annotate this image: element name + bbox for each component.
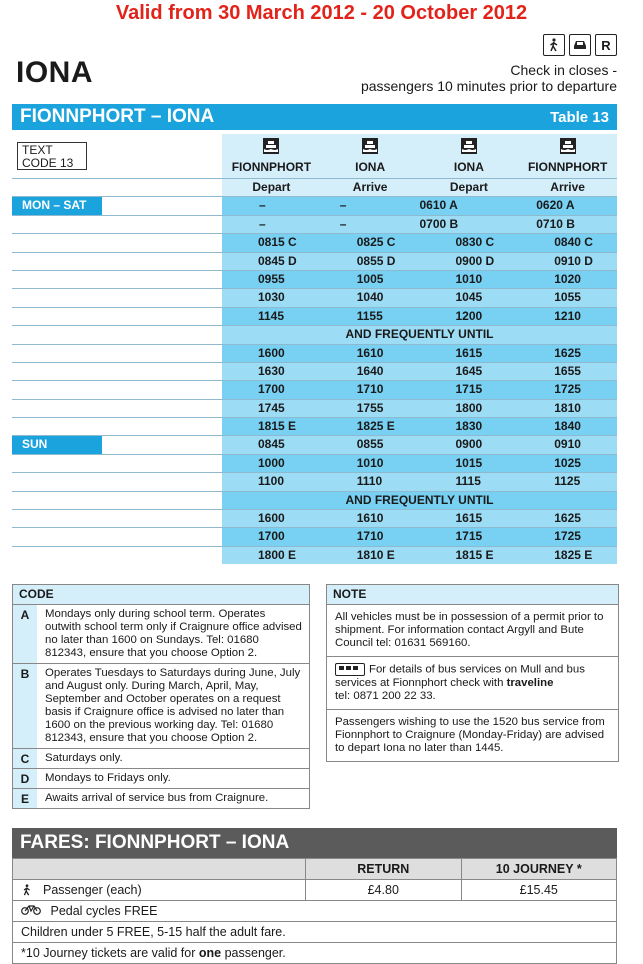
- time-cell: 1840: [554, 419, 581, 434]
- time-cell: 0855 D: [356, 253, 396, 268]
- time-cell: 0825 C: [356, 235, 396, 250]
- time-cell: 1700: [258, 382, 285, 397]
- bicycle-icon: [21, 905, 41, 915]
- table-row: [12, 307, 617, 325]
- time-cell: 0815 C: [258, 235, 297, 250]
- depart-arrive-label: Arrive: [352, 180, 388, 194]
- time-cell: 0910 D: [554, 253, 593, 268]
- time-cell: 1755: [356, 400, 384, 415]
- service-icons: [543, 34, 617, 56]
- port-header: [222, 134, 321, 178]
- time-cell: 1810: [554, 400, 581, 415]
- time-cell: 1025: [554, 455, 581, 470]
- table-row: [12, 509, 617, 527]
- time-cell: 1210: [554, 308, 581, 323]
- time-cell: 1810 E: [356, 547, 395, 562]
- time-cell: 0845: [258, 437, 285, 452]
- bus-icon: [335, 663, 365, 676]
- time-cell: 1655: [554, 363, 581, 378]
- fare-children: Children under 5 FREE, 5-15 half the adult fare.: [13, 921, 616, 942]
- time-cell: 1615: [455, 511, 483, 526]
- table-row: [12, 491, 617, 509]
- table-row: [12, 196, 617, 214]
- code-text: Operates Tuesdays to Saturdays during June, July and August only. During March, April, May, September and October operates on a request basis if Craignure office is advised no later than 1600 on the previous working day. Tel: 01680 812343, ensure that you choose Option 2.: [45, 667, 301, 744]
- time-cell: 1825 E: [356, 419, 395, 434]
- table-row: [12, 252, 617, 270]
- table-row: [12, 233, 617, 251]
- table-row: [12, 325, 617, 343]
- time-cell: 1625: [554, 511, 581, 526]
- port-header: [321, 134, 420, 178]
- journey-note-a: *10 Journey tickets are valid for: [21, 946, 199, 960]
- time-cell: 1725: [554, 382, 581, 397]
- day-label: MON – SAT: [12, 197, 102, 215]
- note-box: [326, 584, 619, 762]
- time-cell: 0855: [356, 437, 384, 452]
- time-cell: 1040: [356, 290, 384, 305]
- table-row: [12, 270, 617, 288]
- time-cell: –: [259, 216, 266, 231]
- route-title: FIONNPHORT – IONA: [20, 106, 215, 127]
- port-headers: [222, 134, 617, 178]
- note-1520-bus: Passengers wishing to use the 1520 bus service from Fionnphort to Craignure (Monday-Friday) are advised to depart Iona no later than 1445.: [327, 709, 618, 761]
- port-header: [420, 134, 519, 178]
- time-cell: 1800: [455, 400, 483, 415]
- depart-arrive-label: Depart: [449, 180, 488, 194]
- fare-passenger-row: [13, 879, 616, 900]
- code-key: C: [13, 749, 37, 768]
- ferry-icon: [362, 138, 378, 154]
- text-code-line1: TEXT: [22, 143, 53, 157]
- frequently-note: AND FREQUENTLY UNTIL: [345, 492, 494, 507]
- table-row: [12, 454, 617, 472]
- fares-title: FARES: FIONNPHORT – IONA: [12, 828, 617, 858]
- time-cell: 1045: [455, 290, 483, 305]
- day-label: SUN: [12, 436, 102, 454]
- code-key: E: [13, 789, 37, 808]
- note-bus: [327, 656, 618, 709]
- table-row: [12, 527, 617, 545]
- code-key: D: [13, 769, 37, 788]
- checkin-note: [361, 62, 617, 94]
- time-cell: 0910: [554, 437, 581, 452]
- time-cell: 1005: [356, 271, 384, 286]
- note-title: NOTE: [327, 585, 618, 604]
- port-name: IONA: [453, 160, 484, 174]
- table-row: [12, 435, 617, 453]
- time-cell: 1745: [258, 400, 285, 415]
- time-cell: 0610 A: [419, 198, 458, 213]
- time-cell: 1825 E: [554, 547, 593, 562]
- checkin-line2: passengers 10 minutes prior to departure: [360, 78, 617, 94]
- table-row: [12, 362, 617, 380]
- timetable-header: [12, 104, 617, 130]
- checkin-line1: Check in closes -: [510, 62, 617, 78]
- time-cell: 0710 B: [536, 216, 575, 231]
- code-legend: [12, 584, 310, 809]
- time-cell: 1800 E: [258, 547, 297, 562]
- time-cell: 1200: [455, 308, 483, 323]
- fare-cycles: [13, 900, 616, 921]
- port-name: IONA: [355, 160, 386, 174]
- time-cell: 1640: [356, 363, 384, 378]
- fare-col-return: RETURN: [306, 859, 462, 879]
- port-name: FIONNPHORT: [527, 160, 608, 174]
- cycles-text: Pedal cycles FREE: [50, 904, 158, 918]
- time-cell: 1630: [258, 363, 285, 378]
- time-cell: 1015: [455, 455, 483, 470]
- walker-icon: [21, 883, 33, 897]
- traveline-name: traveline: [506, 676, 554, 689]
- fares-header-row: [13, 858, 616, 879]
- table-row: [12, 399, 617, 417]
- note-permit: All vehicles must be in possession of a permit prior to shipment. For information contact Argyll and Bute Council tel: 01631 569160.: [327, 604, 618, 656]
- time-cell: 1030: [258, 290, 285, 305]
- table-row: [12, 380, 617, 398]
- time-cell: 1815 E: [258, 419, 297, 434]
- time-cell: 0845 D: [258, 253, 297, 268]
- time-cell: 1600: [258, 511, 285, 526]
- time-cell: 0900: [455, 437, 483, 452]
- journey-note-c: passenger.: [221, 946, 286, 960]
- code-item: [13, 768, 309, 788]
- time-cell: 1100: [258, 474, 285, 489]
- time-cell: 0830 C: [455, 235, 495, 250]
- time-cell: 1645: [455, 363, 483, 378]
- time-cell: 1155: [356, 308, 383, 323]
- table-row: [12, 472, 617, 490]
- time-cell: 1715: [455, 382, 483, 397]
- time-cell: 1125: [554, 474, 581, 489]
- code-text: Saturdays only.: [45, 752, 123, 764]
- time-cell: 0620 A: [536, 198, 575, 213]
- port-name: FIONNPHORT: [231, 160, 312, 174]
- time-cell: 1600: [258, 345, 285, 360]
- table-row: [12, 546, 617, 564]
- reservation-icon: R: [595, 34, 617, 56]
- table-row: [12, 417, 617, 435]
- ferry-icon: [461, 138, 477, 154]
- table-row: [12, 344, 617, 362]
- time-cell: 1055: [554, 290, 581, 305]
- time-cell: 1815 E: [455, 547, 494, 562]
- time-cell: 1625: [554, 345, 581, 360]
- time-cell: 1700: [258, 529, 285, 544]
- code-title: CODE: [13, 585, 309, 604]
- time-cell: 1110: [356, 474, 383, 489]
- time-cell: 0900 D: [455, 253, 495, 268]
- timetable-column-headers: [12, 134, 617, 178]
- time-cell: 0840 C: [554, 235, 593, 250]
- code-key: A: [13, 605, 37, 663]
- depart-arrive-label: Depart: [252, 180, 291, 194]
- note-bus-text: For details of bus services on Mull and bus services at Fionnphort check with: [335, 663, 585, 689]
- code-item: [13, 788, 309, 808]
- code-key: B: [13, 664, 37, 748]
- time-cell: 1010: [356, 455, 384, 470]
- code-text: Awaits arrival of service bus from Craignure.: [45, 792, 269, 804]
- time-cell: 1020: [554, 271, 581, 286]
- time-cell: 0700 B: [419, 216, 459, 231]
- time-cell: 1710: [356, 529, 384, 544]
- time-cell: 1715: [455, 529, 483, 544]
- table-number: Table 13: [550, 109, 609, 126]
- passenger-label: Passenger (each): [43, 883, 142, 897]
- fare-10-journey-note: [13, 942, 616, 963]
- time-cell: –: [339, 216, 347, 231]
- time-cell: 1725: [554, 529, 581, 544]
- walker-icon: [543, 34, 565, 56]
- code-item: [13, 663, 309, 748]
- ferry-icon: [263, 138, 279, 154]
- page-title: IONA: [16, 56, 93, 89]
- journey-note-b: one: [198, 946, 222, 960]
- depart-arrive-label: Arrive: [550, 180, 585, 194]
- fares-table: [12, 828, 617, 964]
- time-cell: 1010: [455, 271, 483, 286]
- time-cell: –: [339, 198, 347, 213]
- time-cell: 1710: [356, 382, 384, 397]
- time-cell: 1115: [455, 474, 481, 489]
- table-row: [12, 215, 617, 233]
- depart-arrive-row: [12, 178, 617, 196]
- passenger-return-fare: £4.80: [306, 880, 462, 900]
- car-icon: [569, 34, 591, 56]
- code-item: [13, 604, 309, 663]
- note-bus-tel: tel: 0871 200 22 33.: [335, 689, 436, 702]
- timetable: [12, 134, 617, 564]
- passenger-10-journey-fare: £15.45: [519, 883, 558, 897]
- ferry-icon: [560, 138, 576, 154]
- validity-banner: Valid from 30 March 2012 - 20 October 2012: [115, 2, 528, 24]
- text-code-box: [17, 142, 87, 170]
- port-header: [518, 134, 617, 178]
- time-cell: 1610: [356, 511, 384, 526]
- time-cell: 1000: [258, 455, 285, 470]
- time-cell: 1145: [258, 308, 285, 323]
- code-text: Mondays to Fridays only.: [45, 772, 171, 784]
- time-cell: 1610: [356, 345, 384, 360]
- time-cell: –: [259, 198, 266, 213]
- time-cell: 1830: [455, 419, 483, 434]
- fare-col-10-journey: 10 JOURNEY *: [495, 862, 582, 876]
- time-cell: 0955: [258, 271, 285, 286]
- code-text: Mondays only during school term. Operates outwith school term only if Craignure office advised no later than 1600 on Sundays. Tel: 01680 812343, ensure that you choose Option 2.: [45, 608, 302, 659]
- text-code-line2: CODE 13: [22, 156, 74, 170]
- time-cell: 1615: [455, 345, 483, 360]
- code-item: [13, 748, 309, 768]
- table-row: [12, 288, 617, 306]
- frequently-note: AND FREQUENTLY UNTIL: [345, 327, 494, 342]
